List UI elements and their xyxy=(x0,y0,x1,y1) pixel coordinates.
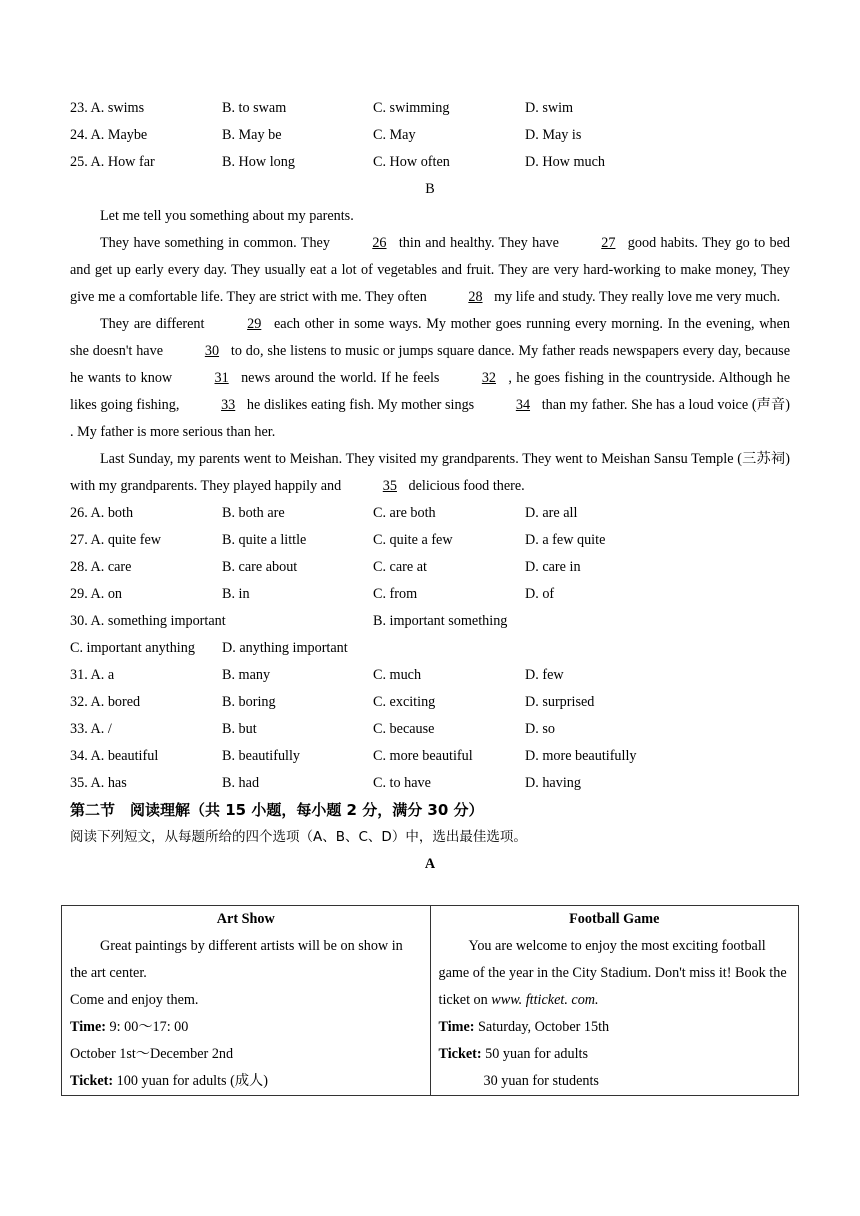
option-b: B. both are xyxy=(222,505,285,521)
art-show-description: Great paintings by different artists will be on show in the art center. xyxy=(70,938,403,981)
blank-33: 33 xyxy=(221,397,236,413)
football-game-cell xyxy=(430,906,799,1096)
passage-text: They have something in common. They xyxy=(100,235,335,251)
passage-text: good habits. They go to bed and get up early every day. They usually eat a lot of vegetables and fruit. They are very hard-working to make money, They give me a comfortable life. They are strict with me. They often xyxy=(70,235,791,305)
option-b: B. but xyxy=(222,721,257,737)
question-32-options xyxy=(70,689,790,716)
question-31-options xyxy=(70,662,790,689)
option-c: C. important anything xyxy=(70,640,195,656)
football-game-time xyxy=(439,1014,791,1041)
ticket-value: 50 yuan for adults xyxy=(481,1046,588,1062)
blank-30: 30 xyxy=(204,343,220,359)
option-c: C. swimming xyxy=(373,100,450,116)
option-d: D. swim xyxy=(525,100,574,116)
time-value: 9: 00～17: 00 xyxy=(106,1019,189,1035)
option-b: B. to swam xyxy=(222,100,287,116)
option-c: C. to have xyxy=(373,775,431,791)
option-c: C. more beautiful xyxy=(373,748,473,764)
blank-27: 27 xyxy=(601,235,616,251)
football-game-title: Football Game xyxy=(569,911,660,927)
football-game-description xyxy=(439,933,791,1014)
time-value: Saturday, October 15th xyxy=(474,1019,610,1035)
art-show-cell xyxy=(62,906,431,1096)
option-b: B. May be xyxy=(222,127,282,143)
option-c: C. from xyxy=(373,586,418,602)
passage-text: news around the world. If he feels xyxy=(236,370,444,386)
option-c: C. exciting xyxy=(373,694,436,710)
section-2-title: 第二节 阅读理解（共 15 小题，每小题 2 分，满分 30 分） xyxy=(70,801,484,819)
question-34-options xyxy=(70,743,790,770)
option-d: D. a few quite xyxy=(525,532,606,548)
option-b: B. beautifully xyxy=(222,748,301,764)
option-d: D. more beautifully xyxy=(525,748,637,764)
option-b: B. boring xyxy=(222,694,276,710)
passage-text: Last Sunday, my parents went to Meishan. They visited my grandparents. They went to Meishan Sansu Temple (三苏祠) with my grandparents. They played happily and xyxy=(70,451,790,494)
option-a: 33. A. / xyxy=(70,721,112,737)
option-d: D. care in xyxy=(525,559,581,575)
option-b: B. care about xyxy=(222,559,298,575)
football-game-ticket xyxy=(439,1041,791,1068)
passage-text: Let me tell you something about my parents. xyxy=(100,208,354,224)
passage-paragraph-2 xyxy=(70,230,790,311)
ticket-website-link: www. ftticket. com. xyxy=(491,992,599,1008)
option-a: 23. A. swims xyxy=(70,100,145,116)
question-35-options xyxy=(70,770,790,797)
blank-29: 29 xyxy=(247,316,262,332)
blank-31: 31 xyxy=(214,370,229,386)
passage-paragraph-4 xyxy=(70,446,790,500)
blank-28: 28 xyxy=(468,289,483,305)
ticket-value: 100 yuan for adults (成人) xyxy=(113,1073,268,1089)
ticket-label: Ticket: xyxy=(70,1073,114,1089)
option-c: C. because xyxy=(373,721,435,737)
question-23-options xyxy=(70,95,790,122)
option-b: B. How long xyxy=(222,154,295,170)
question-25-options xyxy=(70,149,790,176)
worksheet-page xyxy=(70,95,790,878)
option-a: 24. A. Maybe xyxy=(70,127,148,143)
advertisements-table xyxy=(61,905,799,1096)
option-a: 28. A. care xyxy=(70,559,132,575)
question-30-options-row2 xyxy=(70,635,790,662)
passage-text: than my father. She has a loud voice (声音) . My father is more serious than her. xyxy=(70,397,790,440)
passage-text: They are different xyxy=(100,316,210,332)
option-c: C. How often xyxy=(373,154,450,170)
blank-32: 32 xyxy=(481,370,497,386)
option-c: C. quite a few xyxy=(373,532,453,548)
option-c: C. care at xyxy=(373,559,427,575)
option-d: D. so xyxy=(525,721,555,737)
option-d: D. How much xyxy=(525,154,605,170)
option-b: B. had xyxy=(222,775,260,791)
option-c: C. much xyxy=(373,667,422,683)
option-b: B. many xyxy=(222,667,271,683)
option-d: D. May is xyxy=(525,127,582,143)
option-d: D. anything important xyxy=(222,640,348,656)
question-26-options xyxy=(70,500,790,527)
art-show-ticket xyxy=(70,1068,422,1095)
section-2-instructions: 阅读下列短文，从每题所给的四个选项（A、B、C、D）中，选出最佳选项。 xyxy=(70,829,527,845)
question-29-options xyxy=(70,581,790,608)
football-game-ticket-students: 30 yuan for students xyxy=(483,1073,599,1089)
question-33-options xyxy=(70,716,790,743)
question-28-options xyxy=(70,554,790,581)
passage-text: to do, she listens to music or jumps square dance. My father reads newspapers every day, because he wants to know xyxy=(70,343,790,386)
option-d: D. having xyxy=(525,775,581,791)
option-d: D. of xyxy=(525,586,555,602)
blank-26: 26 xyxy=(372,235,387,251)
option-a: 35. A. has xyxy=(70,775,127,791)
time-label: Time: xyxy=(70,1019,106,1035)
art-show-time xyxy=(70,1014,422,1041)
option-a: 31. A. a xyxy=(70,667,115,683)
option-c: C. May xyxy=(373,127,416,143)
art-show-invite: Come and enjoy them. xyxy=(70,992,199,1008)
option-a: 34. A. beautiful xyxy=(70,748,159,764)
passage-text: he dislikes eating fish. My mother sings xyxy=(243,397,478,413)
option-b: B. quite a little xyxy=(222,532,307,548)
blank-35: 35 xyxy=(382,478,397,494)
ticket-label: Ticket: xyxy=(438,1046,482,1062)
passage-paragraph-3 xyxy=(70,311,790,446)
option-a: 26. A. both xyxy=(70,505,134,521)
passage-text: my life and study. They really love me very much. xyxy=(490,289,781,305)
description-text: You are welcome to enjoy the most exciting football game of the year in the City Stadium. Don't miss it! Book the ticket on xyxy=(438,938,787,1008)
question-27-options xyxy=(70,527,790,554)
passage-text: each other in some ways. My mother goes running every morning. In the evening, when she doesn't have xyxy=(70,316,790,359)
option-d: D. surprised xyxy=(525,694,595,710)
option-a: 32. A. bored xyxy=(70,694,141,710)
time-label: Time: xyxy=(438,1019,475,1035)
question-24-options xyxy=(70,122,790,149)
passage-text: , he goes fishing in the countryside. Although he likes going fishing, xyxy=(70,370,790,413)
passage-paragraph-1 xyxy=(70,203,790,230)
option-a: 30. A. something important xyxy=(70,613,226,629)
art-show-dates: October 1st～December 2nd xyxy=(70,1046,234,1062)
section-a-label: A xyxy=(424,856,436,872)
blank-34: 34 xyxy=(515,397,531,413)
option-d: D. few xyxy=(525,667,564,683)
option-a: 27. A. quite few xyxy=(70,532,162,548)
question-30-options-row1 xyxy=(70,608,790,635)
option-b: B. in xyxy=(222,586,250,602)
passage-text: delicious food there. xyxy=(404,478,525,494)
passage-text: thin and healthy. They have xyxy=(394,235,564,251)
option-b: B. important something xyxy=(373,613,508,629)
option-a: 29. A. on xyxy=(70,586,123,602)
art-show-title: Art Show xyxy=(216,911,275,927)
option-a: 25. A. How far xyxy=(70,154,155,170)
section-b-label: B xyxy=(425,181,435,197)
option-d: D. are all xyxy=(525,505,578,521)
option-c: C. are both xyxy=(373,505,436,521)
